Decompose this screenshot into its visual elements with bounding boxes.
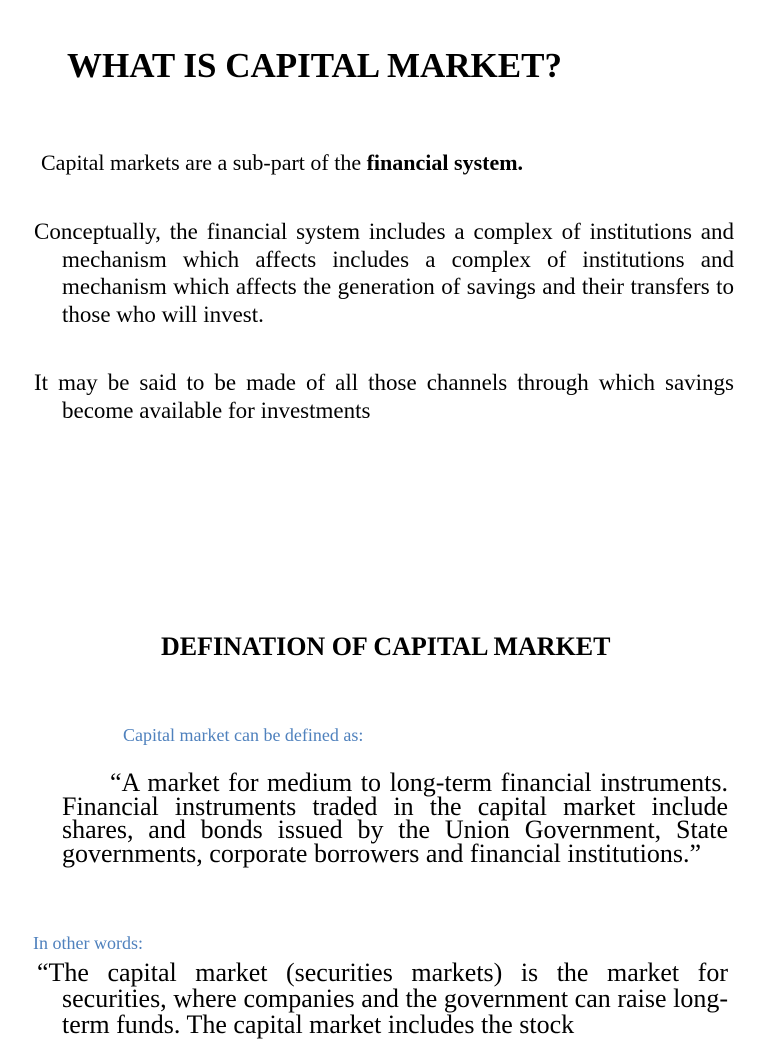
- definition-intro-note: Capital market can be defined as:: [123, 725, 364, 745]
- other-words-note: In other words:: [33, 933, 143, 953]
- page-title: WHAT IS CAPITAL MARKET?: [67, 46, 562, 85]
- definition-heading: DEFINATION OF CAPITAL MARKET: [161, 632, 611, 661]
- lead-text: Capital markets are a sub-part of the: [41, 150, 367, 175]
- paragraph-channels: It may be said to be made of all those channels through which savings become available for investments: [34, 370, 734, 423]
- lead-emphasis: financial system.: [366, 150, 524, 175]
- paragraph-conceptually: Conceptually, the financial system includes a complex of institutions and mechanism which affects includes a complex of institutions and mechanism which affects the generation of savings and their transfers to those who will invest.: [34, 219, 734, 327]
- lead-sentence: [41, 148, 523, 178]
- securities-market-quote: “The capital market (securities markets) is the market for securities, where companies and the government can raise long-term funds. The capital market includes the stock: [37, 958, 728, 1039]
- definition-quote: “A market for medium to long-term financial instruments. Financial instruments traded in the capital market include shares, and bonds issued by the Union Government, State governments, corporate borrowers and financial institutions.”: [62, 768, 728, 868]
